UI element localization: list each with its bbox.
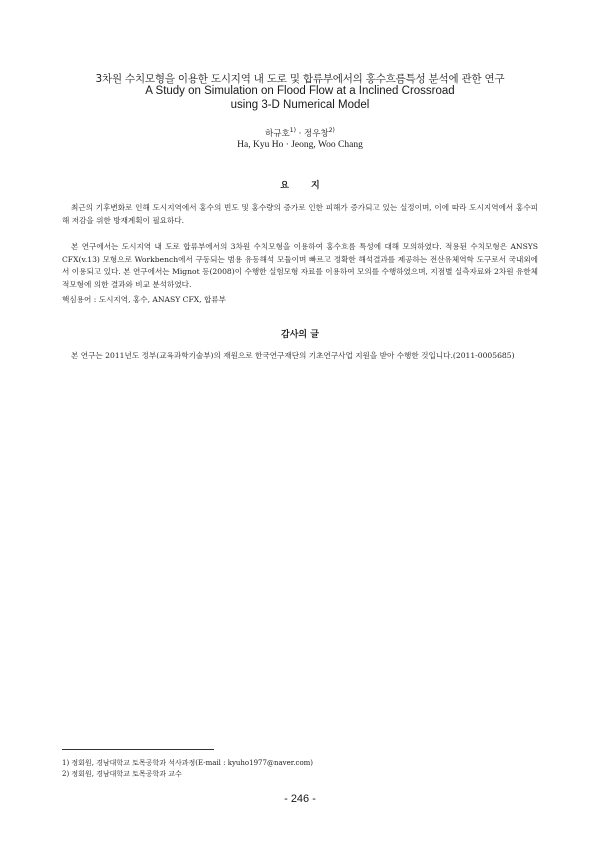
acknowledgement-heading: 감사의 글 <box>281 330 319 340</box>
footnote-1: 1) 정회원, 경남대학교 토목공학과 석사과정(E-mail : kyuho1977@naver.com) <box>62 759 314 767</box>
footnote-2: 2) 정회원, 경남대학교 토목공학과 교수 <box>62 770 182 778</box>
english-authors: Ha, Kyu Ho · Jeong, Woo Chang <box>237 140 363 150</box>
abstract-heading: 요지 <box>280 181 342 191</box>
author2-footnote-mark: 2) <box>328 127 335 135</box>
keywords: 핵심용어 : 도시지역, 홍수, ANASY CFX, 합류부 <box>62 295 226 304</box>
footnote-divider <box>62 749 214 750</box>
page-number: - 246 - <box>284 793 316 805</box>
korean-authors <box>0 127 600 139</box>
author1-name-ko: 하규호 <box>265 129 290 139</box>
korean-title: 3차원 수치모형을 이용한 도시지역 내 도로 및 합류부에서의 홍수흐름특성 분석에 관한 연구 <box>95 73 505 85</box>
english-title-line2: using 3-D Numerical Model <box>230 99 370 111</box>
english-title <box>0 84 600 112</box>
abstract-paragraph-2: 본 연구에서는 도시지역 내 도로 합류부에서의 3차원 수치모형을 이용하여 홍수흐름 특성에 대해 모의하였다. 적용된 수치모형은 ANSYS CFX(v.13) 모형으로 Workbench에서 구동되는 범용 유동해석 모듈이며 빠르고 정확한 해석결과를 제공하는 전산유체역학 도구로서 국내외에서 이용되고 있다. 본 연구에서는 Mignot 등(2008)이 수행한 실험모형 자료를 이용하여 모의를 수행하였으며, 지점별 실측자료와 2차원 유한체적모형에 의한 결과와 비교 분석하였다. <box>62 242 538 289</box>
english-title-line1: A Study on Simulation on Flood Flow at a Inclined Crossroad <box>145 85 455 97</box>
author2-name-ko: 정우창 <box>304 129 329 139</box>
author-separator: · <box>295 129 305 139</box>
acknowledgement-text: 본 연구는 2011년도 정부(교육과학기술부)의 재원으로 한국연구재단의 기초연구사업 지원을 받아 수행한 것입니다.(2011-0005685) <box>71 351 515 360</box>
abstract-paragraph-1: 최근의 기후변화로 인해 도시지역에서 홍수의 빈도 및 홍수량의 증가로 인한 피해가 증가되고 있는 실정이며, 이에 따라 도시지역에서 홍수피해 저감을 위한 방재계획이 필요하다. <box>62 203 538 225</box>
author1-footnote-mark: 1) <box>289 127 296 135</box>
